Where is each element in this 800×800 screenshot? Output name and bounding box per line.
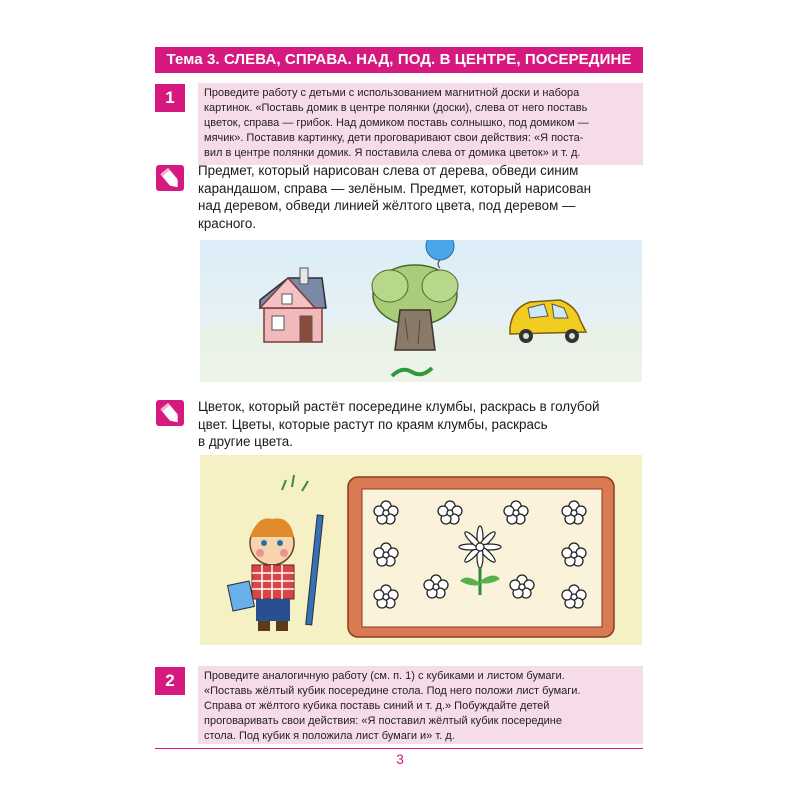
page-title: Тема 3. СЛЕВА, СПРАВА. НАД, ПОД. В ЦЕНТРЕ, ПОСЕРЕДИНЕ	[155, 47, 643, 73]
note-line: «Поставь жёлтый кубик посередине стола. Под него положи лист бумаги.	[204, 685, 581, 697]
flowerbed-illustration	[348, 477, 614, 637]
house-illustration	[260, 268, 326, 342]
task-line: красного.	[198, 215, 257, 231]
balloon-illustration	[426, 240, 454, 268]
scene-house-tree-car	[200, 240, 642, 382]
scene-boy-flowerbed	[200, 455, 642, 645]
task-instruction-2	[198, 398, 643, 451]
note-line: цветок, справа — грибок. Над домиком поставь солнышко, под домиком —	[204, 117, 589, 129]
note-line: Проведите аналогичную работу (см. п. 1) с кубиками и листом бумаги.	[204, 670, 565, 682]
teacher-note-1	[198, 83, 643, 165]
task-line: Цветок, который растёт посередине клумбы, раскрась в голубой	[198, 399, 600, 414]
task-line: над деревом, обведи линией жёлтого цвета, под деревом —	[198, 198, 576, 213]
note-line: Справа от жёлтого кубика поставь синий и т. д.» Побуждайте детей	[204, 700, 550, 712]
tree-illustration	[372, 265, 458, 350]
section-number-2: 2	[155, 667, 185, 695]
task-line: карандашом, справа — зелёным. Предмет, который нарисован	[198, 180, 592, 196]
section-number-1: 1	[155, 84, 185, 112]
note-line: стола. Под кубик я положила лист бумаги и» т. д.	[204, 730, 455, 742]
note-line: Проведите работу с детьми с использованием магнитной доски и набора	[204, 87, 580, 99]
snake-illustration	[392, 368, 432, 376]
note-line: вил в центре полянки домик. Я поставила слева от домика цветок» и т. д.	[204, 147, 581, 159]
task-instruction-1	[198, 162, 643, 232]
task-line: Предмет, который нарисован слева от дерева, обведи синим	[198, 163, 579, 178]
task-line: в другие цвета.	[198, 434, 293, 449]
pencil-icon	[156, 400, 184, 426]
task-line: цвет. Цветы, которые растут по краям клумбы, раскрась	[198, 416, 548, 432]
page-number: 3	[396, 751, 404, 767]
note-line: проговаривать свои действия: «Я поставил жёлтый кубик посередине	[204, 715, 562, 727]
boy-illustration	[228, 475, 324, 631]
pencil-icon	[156, 165, 184, 191]
note-line: мячик». Поставив картинку, дети проговаривают свои действия: «Я поста-	[204, 132, 584, 144]
footer-divider	[155, 748, 643, 749]
car-illustration	[510, 300, 586, 343]
note-line: картинок. «Поставь домик в центре полянки (доски), слева от него поставь	[204, 102, 588, 114]
teacher-note-2	[198, 666, 643, 744]
